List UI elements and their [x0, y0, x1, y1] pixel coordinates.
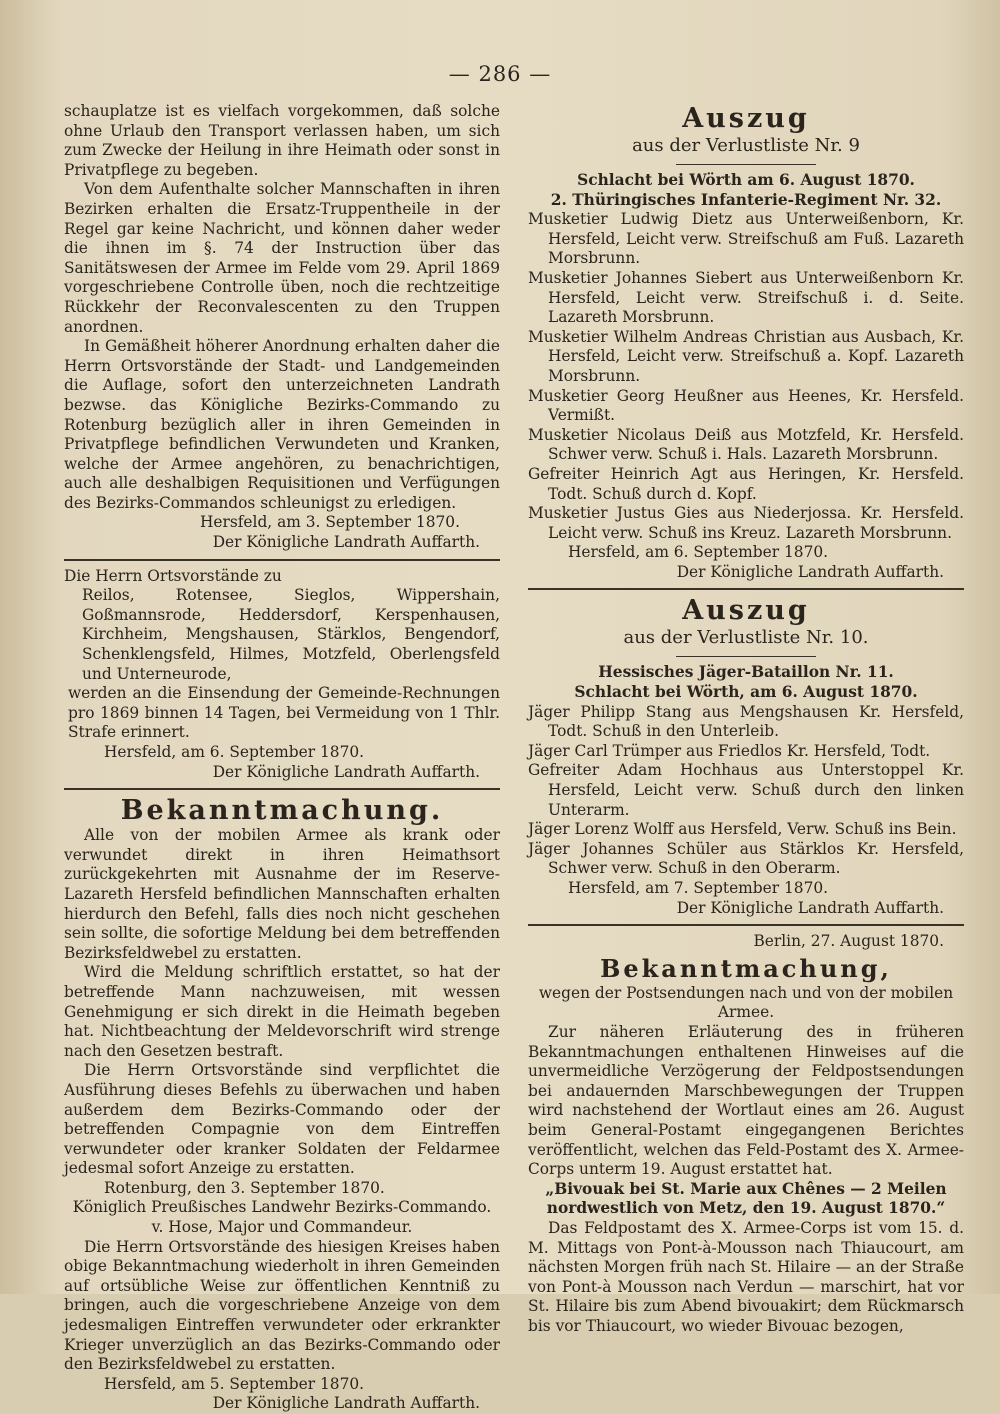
divider: [528, 924, 964, 926]
article-text: schauplatze ist es vielfach vorgekommen, daß solche ohne Urlaub den Transport verlassen haben, um sich zum Zwecke der Heilung in ihre Heimath oder sonst in Privatpflege zu begeben.: [64, 102, 500, 179]
notice-text: Alle von der mobilen Armee als krank oder verwundet direkt in ihren Heimathsort zurückgekehrten mit Ausnahme der im Reserve-Lazareth Hersfeld befindlichen Mannschaften erhalten hierdurch den Befehl, falls dies noch nicht geschehen sein sollte, die sofortige Meldung bei dem betreffenden Bezirksfeldwebel zu erstatten.: [64, 826, 500, 962]
battle-heading: Schlacht bei Wörth, am 6. August 1870.: [574, 683, 918, 702]
dateline: Hersfeld, am 5. September 1870.: [104, 1374, 365, 1393]
notice-text: werden an die Einsendung der Gemeinde-Rechnungen pro 1869 binnen 14 Tagen, bei Vermeidung von 1 Thlr. Strafe erinnert.: [68, 684, 500, 742]
dateline: Hersfeld, am 6. September 1870.: [104, 743, 365, 761]
signature: Der Königliche Landrath Auffarth.: [676, 898, 944, 917]
signature: v. Hose, Major und Commandeur.: [151, 1218, 413, 1237]
dateline: Hersfeld, am 6. September 1870.: [568, 543, 829, 562]
dateline: Rotenburg, den 3. September 1870.: [104, 1178, 385, 1197]
casualty-entry: Musketier Ludwig Dietz aus Unterweißenborn, Kr. Hersfeld, Leicht verw. Streifschuß am Fuß. Lazareth Morsbrunn.: [528, 210, 964, 268]
signature: Der Königliche Landrath Auffarth.: [212, 762, 480, 781]
divider: [676, 656, 816, 657]
signature: Der Königliche Landrath Auffarth.: [212, 533, 480, 552]
divider: [64, 788, 500, 790]
notice-text: Zur näheren Erläuterung des in früheren Bekanntmachungen enthaltenen Hinweises auf die unvermeidliche Verzögerung der Feldpostsendungen bei andauernden Marschbewegungen der Truppen wird nachstehend der Wortlaut eines am 26. August beim General-Postamt eingegangenen Berichtes veröffentlicht, welchen das Feld-Postamt des X. Armee-Corps unterm 19. August erstattet hat.: [528, 1022, 964, 1179]
excerpt-subtitle: aus der Verlustliste Nr. 10.: [623, 627, 869, 649]
battle-heading: Schlacht bei Wörth am 6. August 1870.: [577, 171, 915, 189]
excerpt-title: Auszug: [682, 595, 810, 627]
dateline: Hersfeld, am 7. September 1870.: [568, 879, 829, 897]
places-list: Reilos, Rotensee, Sieglos, Wippershain, Goßmannsrode, Heddersdorf, Kerspenhausen, Kirchheim, Mengshausen, Stärklos, Bengendorf, Schenklengsfeld, Hilmes, Motzfeld, Oberlengsfeld und Unterneurode,: [82, 586, 500, 683]
excerpt-subtitle: aus der Verlustliste Nr. 9: [632, 135, 860, 156]
page-number: — 286 —: [448, 62, 552, 86]
signature: Der Königliche Landrath Auffarth.: [676, 562, 944, 581]
notice-intro: Die Herrn Ortsvorstände zu: [64, 566, 282, 585]
casualty-entry: Gefreiter Heinrich Agt aus Heringen, Kr. Hersfeld. Todt. Schuß durch d. Kopf.: [528, 464, 964, 503]
divider: [64, 559, 500, 561]
casualty-entry: Jäger Lorenz Wolff aus Hersfeld, Verw. Schuß ins Bein.: [528, 820, 957, 839]
dateline: Berlin, 27. August 1870.: [753, 932, 944, 951]
right-column: [528, 102, 964, 1336]
notice-text: Die Herrn Ortsvorstände des hiesigen Kreises haben obige Bekanntmachung wiederholt in ihren Gemeinden auf ortsübliche Weise zur öffentlichen Kenntniß zu bringen, auch die vorgeschriebene Anzeige von dem jedesmaligen Eintreffen verwundeter oder erkrankter Krieger unverzüglich an das Bezirks-Commando oder den Bezirksfeldwebel zu erstatten.: [64, 1237, 500, 1374]
notice-text: Die Herrn Ortsvorstände sind verpflichtet die Ausführung dieses Befehls zu überwachen und haben außerdem dem Bezirks-Commando oder der betreffenden Compagnie von dem Eintreffen verwundeter oder kranker Soldaten der Feldarmee jedesmal sofort Anzeige zu erstatten.: [64, 1061, 500, 1178]
divider: [676, 164, 816, 165]
regiment-heading: 2. Thüringisches Infanterie-Regiment Nr. 32.: [550, 190, 942, 209]
excerpt-title: Auszug: [682, 103, 810, 134]
notice-title: Bekanntmachung,: [600, 953, 892, 983]
unit-heading: Hessisches Jäger-Bataillon Nr. 11.: [598, 663, 894, 682]
quote: „Bivouak bei St. Marie aux Chênes — 2 Meilen nordwestlich von Metz, den 19. August 1870.“: [545, 1179, 947, 1218]
notice-title: Bekanntmachung.: [120, 795, 444, 827]
issuer: Königlich Preußisches Landwehr Bezirks-Commando.: [72, 1198, 492, 1217]
casualty-entry: Musketier Justus Gies aus Niederjossa. Kr. Hersfeld. Leicht verw. Schuß ins Kreuz. Lazareth Morsbrunn.: [528, 504, 964, 542]
notice-subtitle: wegen der Postsendungen nach und von der mobilen Armee.: [538, 983, 954, 1022]
casualty-entry: Musketier Nicolaus Deiß aus Motzfeld, Kr. Hersfeld. Schwer verw. Schuß i. Hals. Lazareth Morsbrunn.: [528, 425, 964, 464]
dateline: Hersfeld, am 3. September 1870.: [199, 513, 460, 532]
signature: Der Königliche Landrath Auffarth.: [212, 1394, 480, 1413]
casualty-entry: Musketier Wilhelm Andreas Christian aus Ausbach, Kr. Hersfeld, Leicht verw. Streifschuß a. Kopf. Lazareth Morsbrunn.: [528, 327, 964, 385]
casualty-entry: Musketier Johannes Siebert aus Unterweißenborn Kr. Hersfeld, Leicht verw. Streifschuß i. d. Seite. Lazareth Morsbrunn.: [528, 268, 964, 327]
casualty-entry: Musketier Georg Heußner aus Heenes, Kr. Hersfeld. Vermißt.: [528, 386, 964, 425]
notice-text: Das Feldpostamt des X. Armee-Corps ist vom 15. d. M. Mittags von Pont-à-Mousson nach Thiaucourt, am nächsten Morgen früh nach St. Hilaire — an der Straße von Pont-à Mousson nach Verdun — marschirt, hat vor St. Hilaire bis zum Abend bivouakirt; dem Rückmarsch bis vor Thiaucourt, wo wieder Bivouac bezogen,: [528, 1218, 964, 1335]
left-column: [64, 102, 500, 1414]
casualty-entry: Gefreiter Adam Hochhaus aus Unterstoppel Kr. Hersfeld, Leicht verw. Schuß durch den linken Unterarm.: [528, 761, 964, 819]
divider: [528, 588, 964, 590]
casualty-entry: Jäger Philipp Stang aus Mengshausen Kr. Hersfeld, Todt. Schuß in den Unterleib.: [528, 702, 964, 741]
casualty-entry: Jäger Carl Trümper aus Friedlos Kr. Hersfeld, Todt.: [528, 741, 931, 760]
casualty-entry: Jäger Johannes Schüler aus Stärklos Kr. Hersfeld, Schwer verw. Schuß in den Oberarm.: [528, 839, 964, 878]
article-text: Von dem Aufenthalte solcher Mannschaften in ihren Bezirken erhalten die Ersatz-Truppentheile in der Regel gar keine Nachricht, und können daher weder die ihnen im §. 74 der Instruction über das Sanitätswesen der Armee im Felde vom 29. April 1869 vorgeschriebene Controlle üben, noch die rechtzeitige Rückkehr der Reconvalescenten zu den Truppen anordnen.: [64, 180, 500, 336]
notice-text: Wird die Meldung schriftlich erstattet, so hat der betreffende Mann nachzuweisen, mit wessen Genehmigung er sich direkt in die Heimath begeben hat. Nichtbeachtung der Meldevorschrift wird strenge nach den Gesetzen bestraft.: [64, 963, 500, 1060]
article-text: In Gemäßheit höherer Anordnung erhalten daher die Herrn Ortsvorstände der Stadt- und Landgemeinden die Auflage, sofort den unterzeichneten Landrath bezwse. das Königliche Bezirks-Commando zu Rotenburg bezüglich aller in ihren Gemeinden in Privatpflege befindlichen Verwundeten und Kranken, welche der Armee angehören, zu benachrichtigen, auch alle deshalbigen Requisitionen und Verfügungen des Bezirks-Commandos schleunigst zu erledigen.: [64, 337, 500, 512]
